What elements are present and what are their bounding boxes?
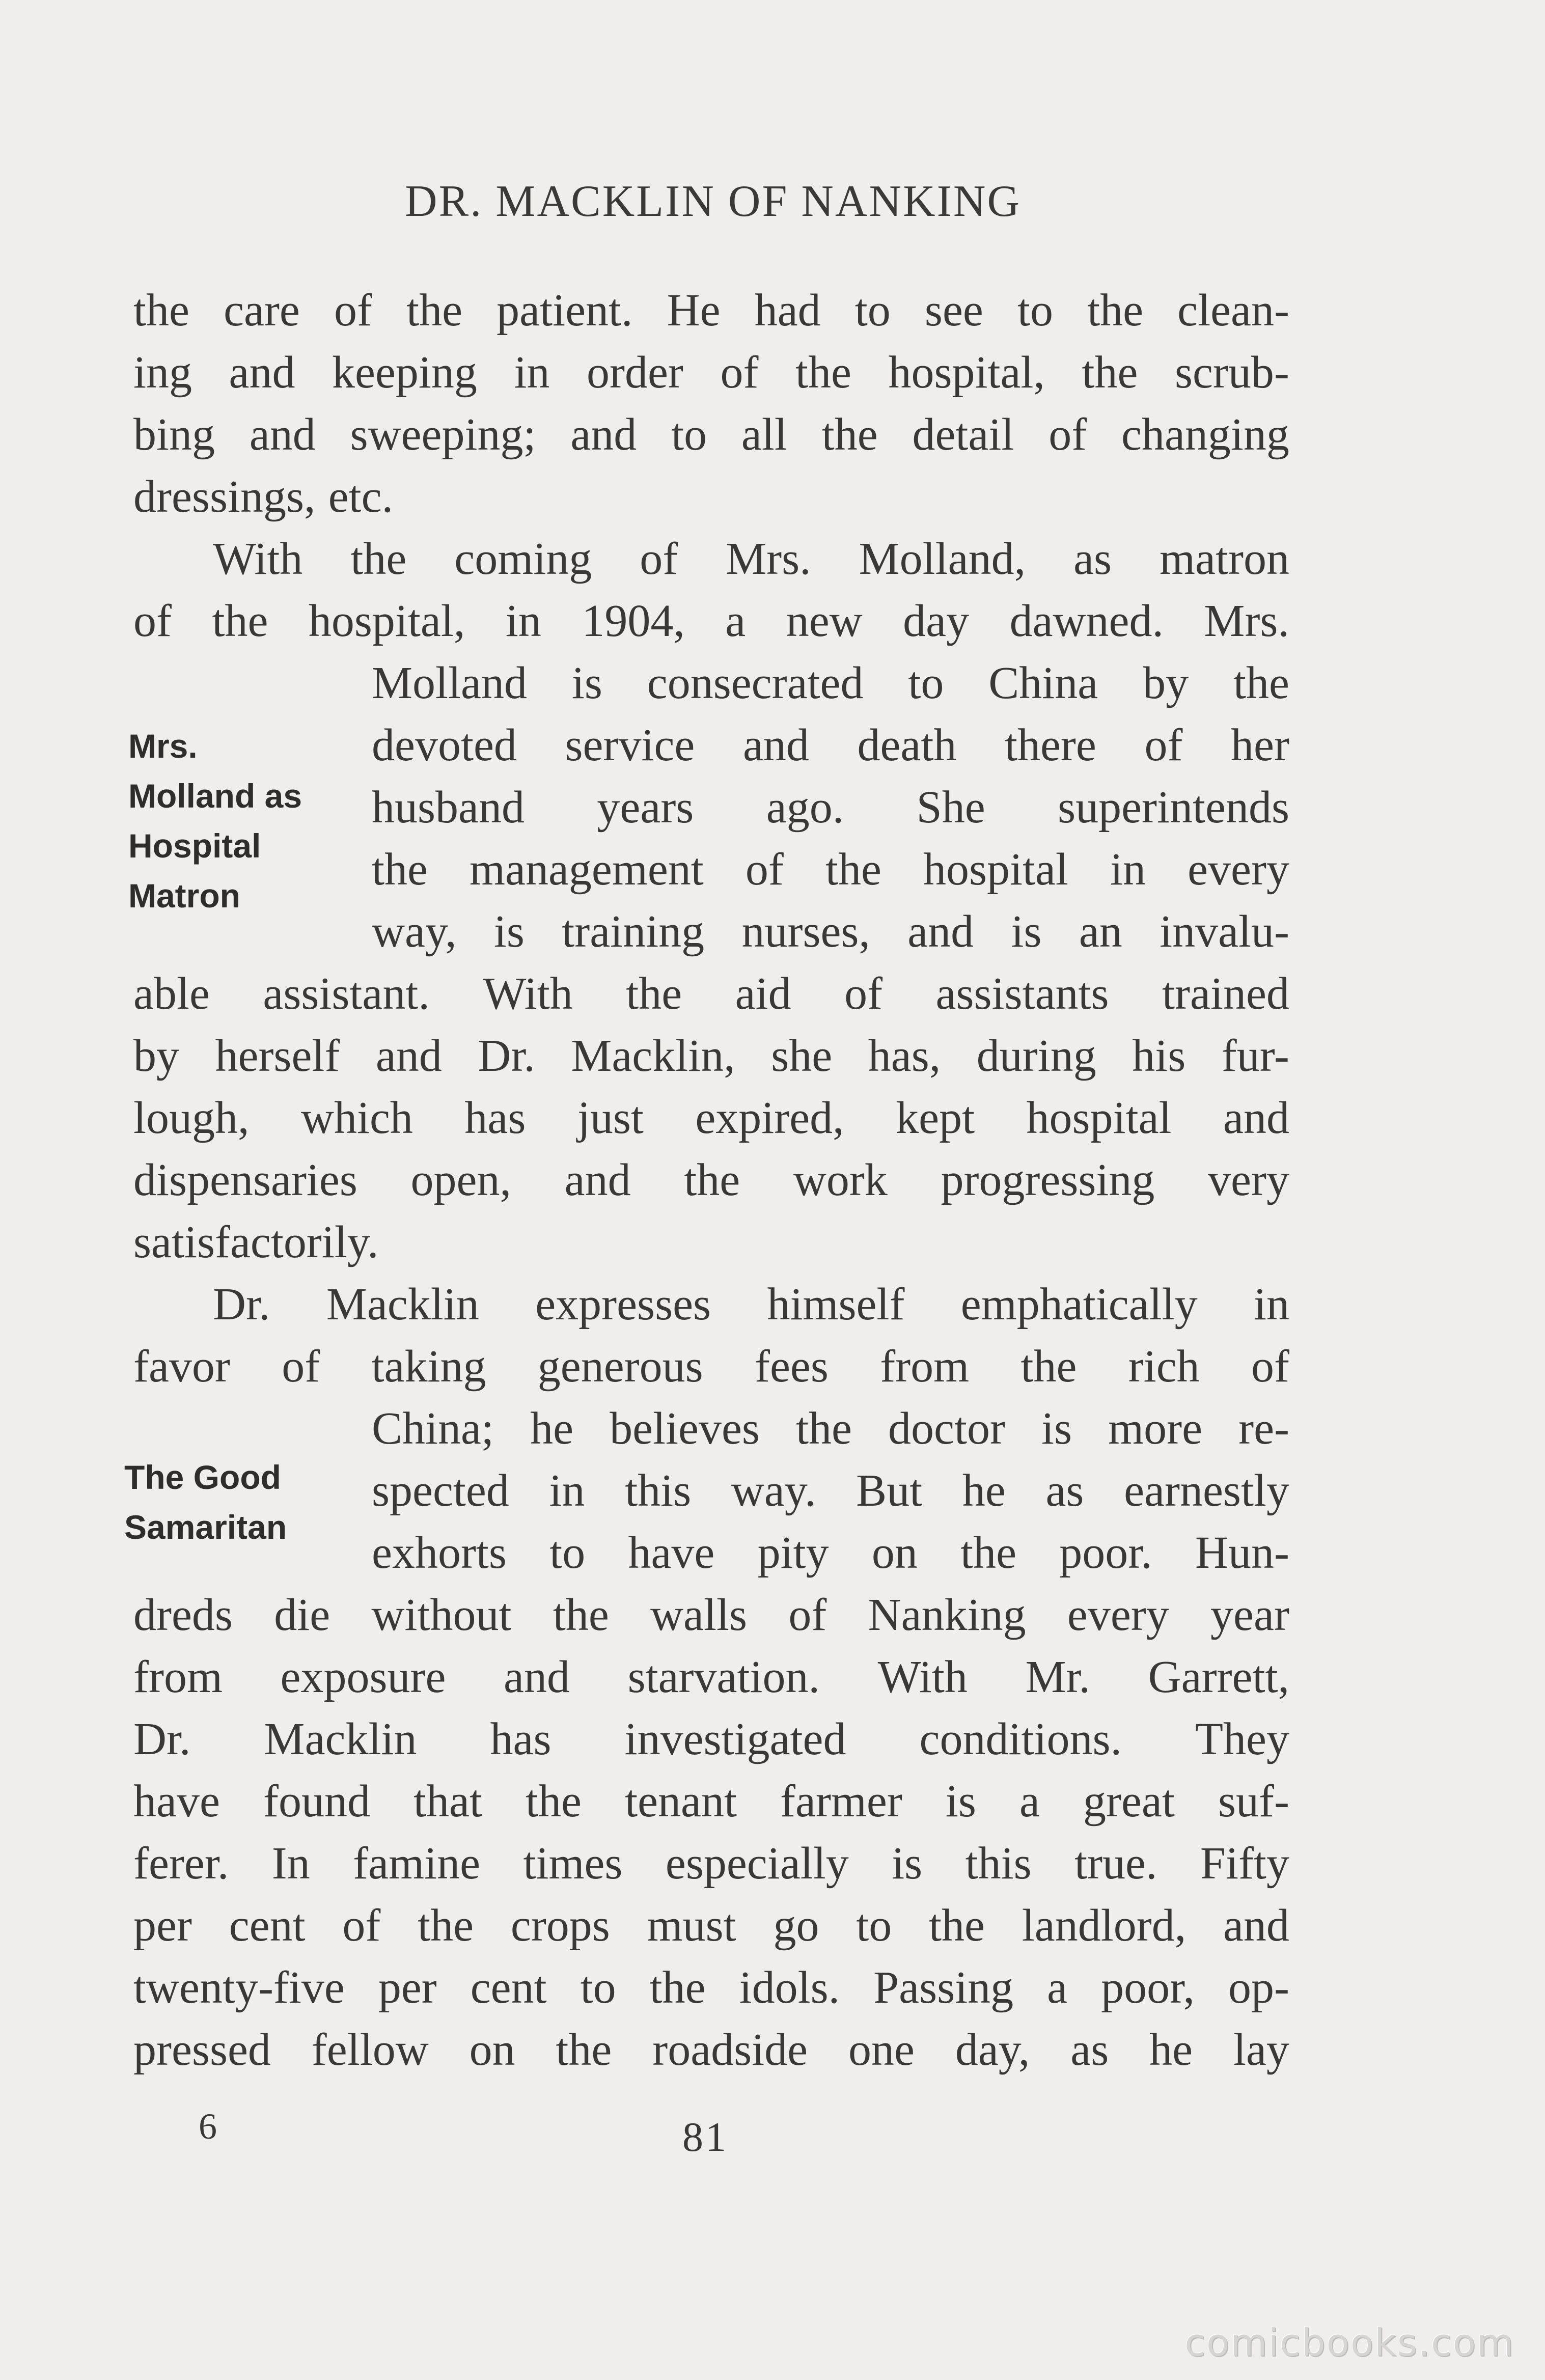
text-line: pressed fellow on the roadside one day, as he lay — [133, 2025, 1289, 2075]
text-line: twenty-five per cent to the idols. Passing a poor, op- — [133, 1962, 1289, 2013]
text-line: able assistant. With the aid of assistants trained — [133, 968, 1289, 1019]
text-line: satisfactorily. — [133, 1217, 379, 1267]
watermark: comicbooks.com — [1184, 2321, 1514, 2365]
text-line: per cent of the crops must go to the landlord, and — [133, 1900, 1289, 1951]
sidenote-line: Molland as — [128, 777, 302, 815]
text-line: the management of the hospital in every — [372, 844, 1289, 895]
text-line: ferer. In famine times especially is this true. Fifty — [133, 1838, 1289, 1889]
text-line: bing and sweeping; and to all the detail of changing — [133, 409, 1289, 460]
text-line: have found that the tenant farmer is a great suf- — [133, 1776, 1289, 1826]
text-line: dreds die without the walls of Nanking every year — [133, 1590, 1289, 1640]
sidenote-line: Matron — [128, 877, 240, 915]
text-line: dressings, etc. — [133, 472, 394, 522]
page-number: 81 — [682, 2114, 728, 2160]
text-line: from exposure and starvation. With Mr. Garrett, — [133, 1652, 1289, 1702]
sidenote-line: Samaritan — [124, 1508, 287, 1546]
sidenote-matron — [128, 721, 302, 921]
sidenote-samaritan — [124, 1452, 287, 1552]
text-line: by herself and Dr. Macklin, she has, during his fur- — [133, 1031, 1289, 1081]
text-line: lough, which has just expired, kept hospital and — [133, 1093, 1289, 1143]
text-line: Molland is consecrated to China by the — [372, 658, 1289, 708]
text-line: With the coming of Mrs. Molland, as matron — [213, 534, 1289, 584]
text-line: favor of taking generous fees from the rich of — [133, 1341, 1289, 1392]
sidenote-line: Hospital — [128, 827, 261, 865]
text-line: ing and keeping in order of the hospital, the scrub- — [133, 347, 1289, 398]
text-line: of the hospital, in 1904, a new day dawned. Mrs. — [133, 596, 1289, 646]
text-line: dispensaries open, and the work progressing very — [133, 1155, 1289, 1205]
text-line: husband years ago. She superintends — [372, 782, 1289, 833]
text-line: devoted service and death there of her — [372, 720, 1289, 770]
sidenote-line: Mrs. — [128, 727, 198, 765]
text-line: Dr. Macklin has investigated conditions. They — [133, 1714, 1289, 1764]
text-line: spected in this way. But he as earnestly — [372, 1465, 1289, 1516]
text-line: exhorts to have pity on the poor. Hun- — [372, 1528, 1289, 1578]
running-header: DR. MACKLIN OF NANKING — [405, 177, 1021, 226]
text-line: Dr. Macklin expresses himself emphatically in — [213, 1279, 1289, 1330]
sidenote-line: The Good — [124, 1458, 281, 1496]
text-line: the care of the patient. He had to see to the clean- — [133, 285, 1289, 336]
text-line: China; he believes the doctor is more re- — [372, 1403, 1289, 1454]
text-line: way, is training nurses, and is an invalu- — [372, 906, 1289, 957]
signature-mark: 6 — [199, 2106, 217, 2147]
